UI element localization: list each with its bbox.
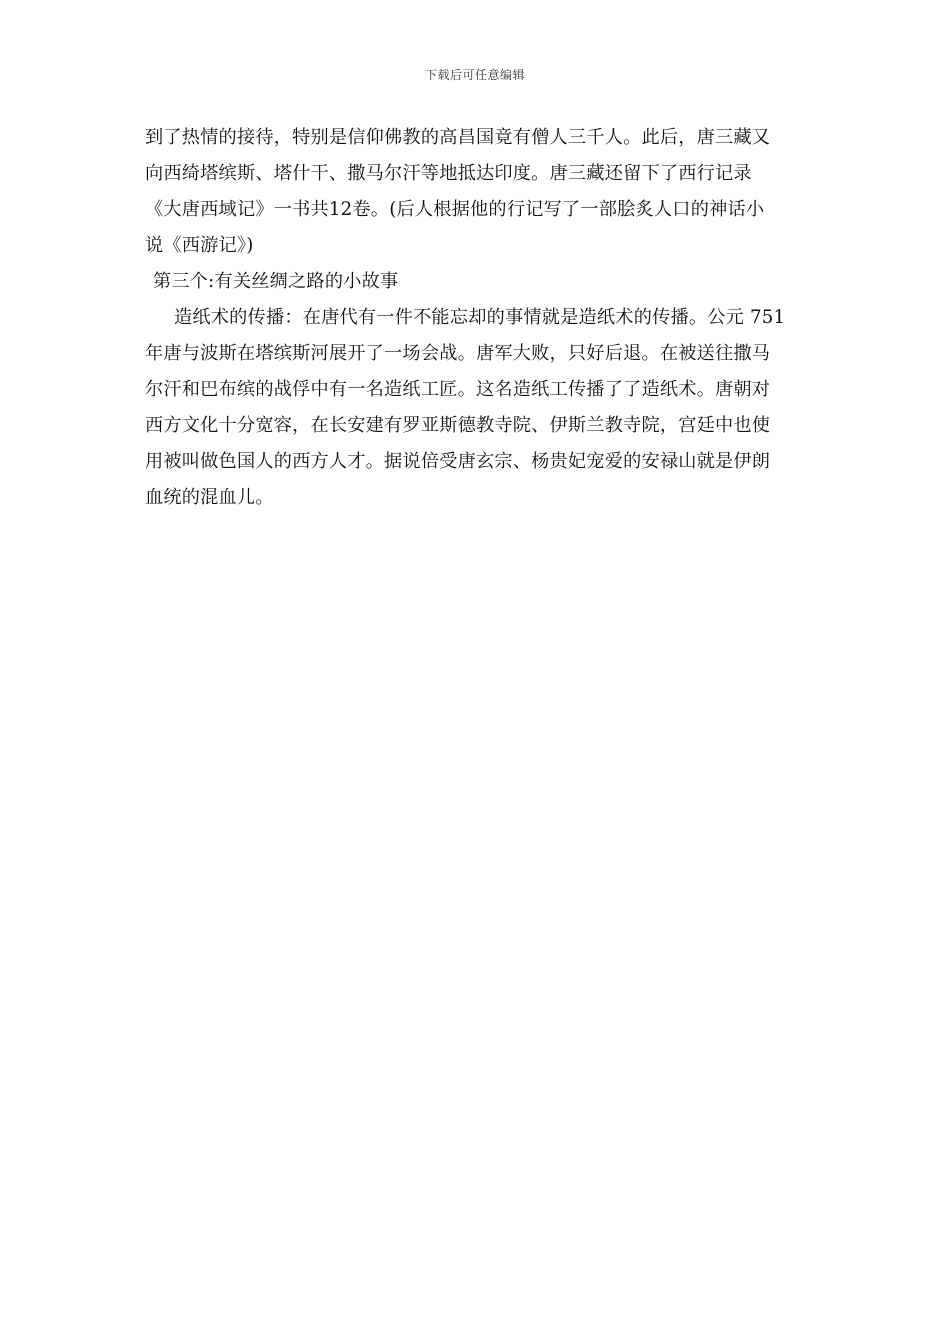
- paragraph-line: 血统的混血儿。: [145, 487, 274, 508]
- paragraph-line: 年唐与波斯在塔缤斯河展开了一场会战。唐军大败，只好后退。在被送往撒马: [145, 343, 771, 364]
- document-body: [145, 120, 807, 516]
- paragraph-line: 尔汗和巴布缤的战俘中有一名造纸工匠。这名造纸工传播了了造纸术。唐朝对: [145, 379, 771, 400]
- paragraph-line: 向西绮塔缤斯、塔什干、撒马尔汗等地抵达印度。唐三藏还留下了西行记录: [145, 163, 752, 184]
- paragraph-line: 到了热情的接待，特别是信仰佛教的高昌国竟有僧人三千人。此后，唐三藏又: [145, 127, 771, 148]
- paragraph-line: 《大唐西域记》一书共12卷。(后人根据他的行记写了一部脍炙人口的神话小: [145, 199, 765, 220]
- section-heading: 第三个:有关丝绸之路的小故事: [153, 271, 399, 292]
- paragraph-line: 说《西游记》): [145, 235, 254, 256]
- paragraph-line: 西方文化十分宽容，在长安建有罗亚斯德教寺院、伊斯兰教寺院，宫廷中也使: [145, 415, 771, 436]
- paragraph-papermaking: [145, 300, 807, 516]
- paragraph-line: 用被叫做色国人的西方人才。据说倍受唐玄宗、杨贵妃宠爱的安禄山就是伊朗: [145, 451, 771, 472]
- page-header: 下载后可任意编辑: [424, 68, 525, 82]
- paragraph-xuanzang: [145, 120, 807, 264]
- paragraph-line: 造纸术的传播：在唐代有一件不能忘却的事情就是造纸术的传播。公元 751: [174, 307, 786, 328]
